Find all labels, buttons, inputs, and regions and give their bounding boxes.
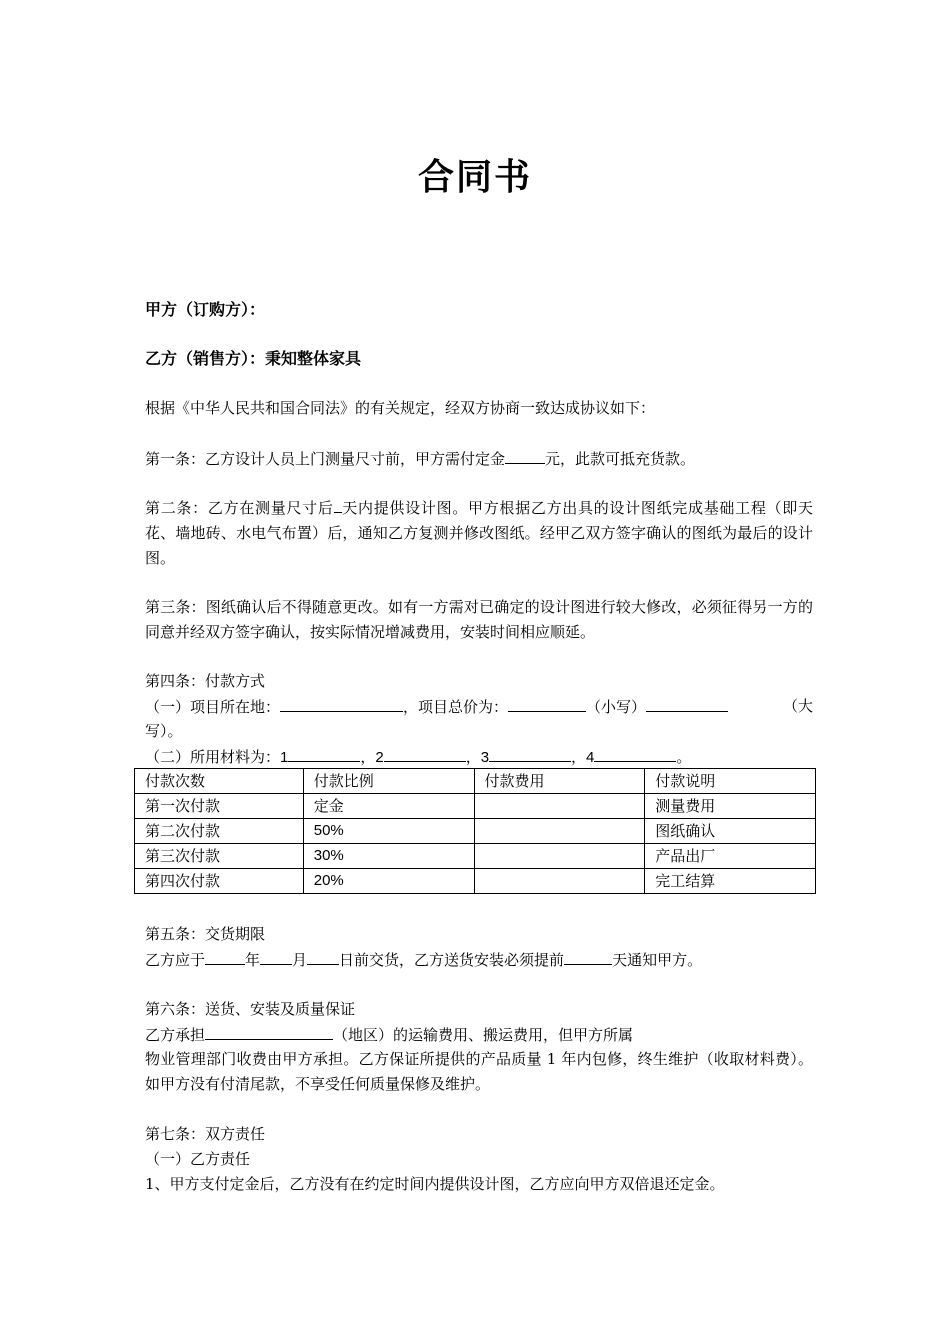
- table-row: [135, 794, 816, 819]
- payment-table: [134, 768, 816, 894]
- article-7-item-1: 1、甲方支付定金后，乙方没有在约定时间内提供设计图，乙方应向甲方双倍退还定金。: [145, 1175, 725, 1193]
- article-4-line-2: [145, 744, 813, 770]
- material-4-blank[interactable]: [594, 744, 676, 762]
- table-header-cell: 付款费用: [474, 769, 645, 794]
- table-cell: 产品出厂: [645, 844, 816, 869]
- notice-days-blank[interactable]: [564, 947, 612, 965]
- table-cell[interactable]: [474, 844, 645, 869]
- table-cell: 测量费用: [645, 794, 816, 819]
- day-label: 日前交货，乙方送货安装必须提前: [339, 951, 565, 969]
- article-2: [145, 495, 813, 571]
- article-3: 第三条：图纸确认后不得随意更改。如有一方需对已确定的设计图进行较大修改，必须征得另一方的同意并经双方签字确认，按实际情况增减费用，安装时间相应顺延。: [145, 598, 813, 641]
- table-header-cell: 付款次数: [135, 769, 304, 794]
- material-2-blank[interactable]: [384, 744, 466, 762]
- material-2-label: ，2: [360, 749, 384, 766]
- party-b: 乙方（销售方）：秉知整体家具: [145, 349, 362, 368]
- intro-text: 根据《中华人民共和国合同法》的有关规定，经双方协商一致达成协议如下：: [145, 399, 656, 417]
- materials-label: （二）所用材料为：: [145, 748, 281, 766]
- table-cell[interactable]: [474, 794, 645, 819]
- table-row: [135, 869, 816, 894]
- days-blank[interactable]: [334, 495, 342, 513]
- article-7-heading: 第七条：双方责任: [145, 1125, 266, 1143]
- notice-label: 天通知甲方。: [612, 951, 703, 969]
- price-big-blank[interactable]: [646, 694, 728, 712]
- party-a: 甲方（订购方）：: [145, 300, 266, 319]
- table-cell: 第三次付款: [135, 844, 304, 869]
- material-1-blank[interactable]: [288, 744, 360, 762]
- article-2-text-end: 天内提供设计图。甲方根据乙方出具的设计图纸完成基础工程（即天花、墙地砖、水电气布置）后，通知乙方复测并修改图纸。经甲乙双方签字确认的图纸为最后的设计图。: [145, 499, 813, 567]
- article-5-heading: 第五条：交货期限: [145, 925, 266, 943]
- delivery-label: 乙方应于: [145, 951, 206, 969]
- table-cell: 图纸确认: [645, 819, 816, 844]
- day-blank[interactable]: [307, 947, 339, 965]
- location-blank[interactable]: [280, 694, 403, 712]
- article-1-text-end: 元，此款可抵充货款。: [545, 450, 696, 468]
- total-price-label: ，项目总价为：: [403, 698, 509, 716]
- table-header-cell: 付款比例: [303, 769, 474, 794]
- month-blank[interactable]: [260, 947, 292, 965]
- table-cell: 30%: [303, 844, 474, 869]
- material-1-label: 1: [280, 749, 289, 766]
- month-label: 月: [292, 951, 308, 969]
- small-label: （小写）: [586, 698, 647, 716]
- document-title: 合同书: [417, 157, 532, 198]
- table-cell: 50%: [303, 819, 474, 844]
- big-label: （大: [782, 697, 813, 715]
- table-cell: 完工结算: [645, 869, 816, 894]
- article-7-subheading: （一）乙方责任: [145, 1150, 251, 1168]
- table-row: [135, 819, 816, 844]
- article-4-heading: 第四条：付款方式: [145, 672, 266, 690]
- table-cell: 定金: [303, 794, 474, 819]
- table-cell: 第四次付款: [135, 869, 304, 894]
- table-cell[interactable]: [474, 869, 645, 894]
- material-3-label: ，3: [465, 749, 490, 766]
- price-small-blank[interactable]: [508, 694, 586, 712]
- table-cell[interactable]: [474, 819, 645, 844]
- article-5-line: [145, 947, 813, 973]
- deposit-blank[interactable]: [505, 446, 545, 464]
- material-3-blank[interactable]: [489, 744, 571, 762]
- article-4-line-1-end: 写）。: [145, 722, 183, 740]
- location-label: （一）项目所在地：: [145, 698, 281, 716]
- material-4-label: ，4: [571, 749, 595, 766]
- article-1-text: 第一条：乙方设计人员上门测量尺寸前，甲方需付定金: [145, 450, 506, 468]
- table-row: [135, 844, 816, 869]
- table-cell: 20%: [303, 869, 474, 894]
- transport-label: 乙方承担: [145, 1026, 206, 1044]
- table-cell: 第二次付款: [135, 819, 304, 844]
- table-header-row: [135, 769, 816, 794]
- article-6-body: 物业管理部门收费由甲方承担。乙方保证所提供的产品质量 1 年内包修，终生维护（收取材料费）。如甲方没有付清尾款，不享受任何质量保修及维护。: [145, 1050, 813, 1093]
- article-6-line-1: [145, 1022, 813, 1048]
- article-2-text: 第二条：乙方在测量尺寸后: [145, 499, 334, 517]
- region-blank[interactable]: [205, 1022, 333, 1040]
- materials-end: 。: [676, 748, 692, 766]
- table-header-cell: 付款说明: [645, 769, 816, 794]
- article-6-heading: 第六条：送货、安装及质量保证: [145, 1000, 356, 1018]
- article-4-line-1: [145, 694, 813, 720]
- table-cell: 第一次付款: [135, 794, 304, 819]
- article-1: [145, 446, 813, 472]
- year-blank[interactable]: [205, 947, 245, 965]
- region-label: （地区）的运输费用、搬运费用，但甲方所属: [333, 1026, 634, 1044]
- year-label: 年: [245, 951, 261, 969]
